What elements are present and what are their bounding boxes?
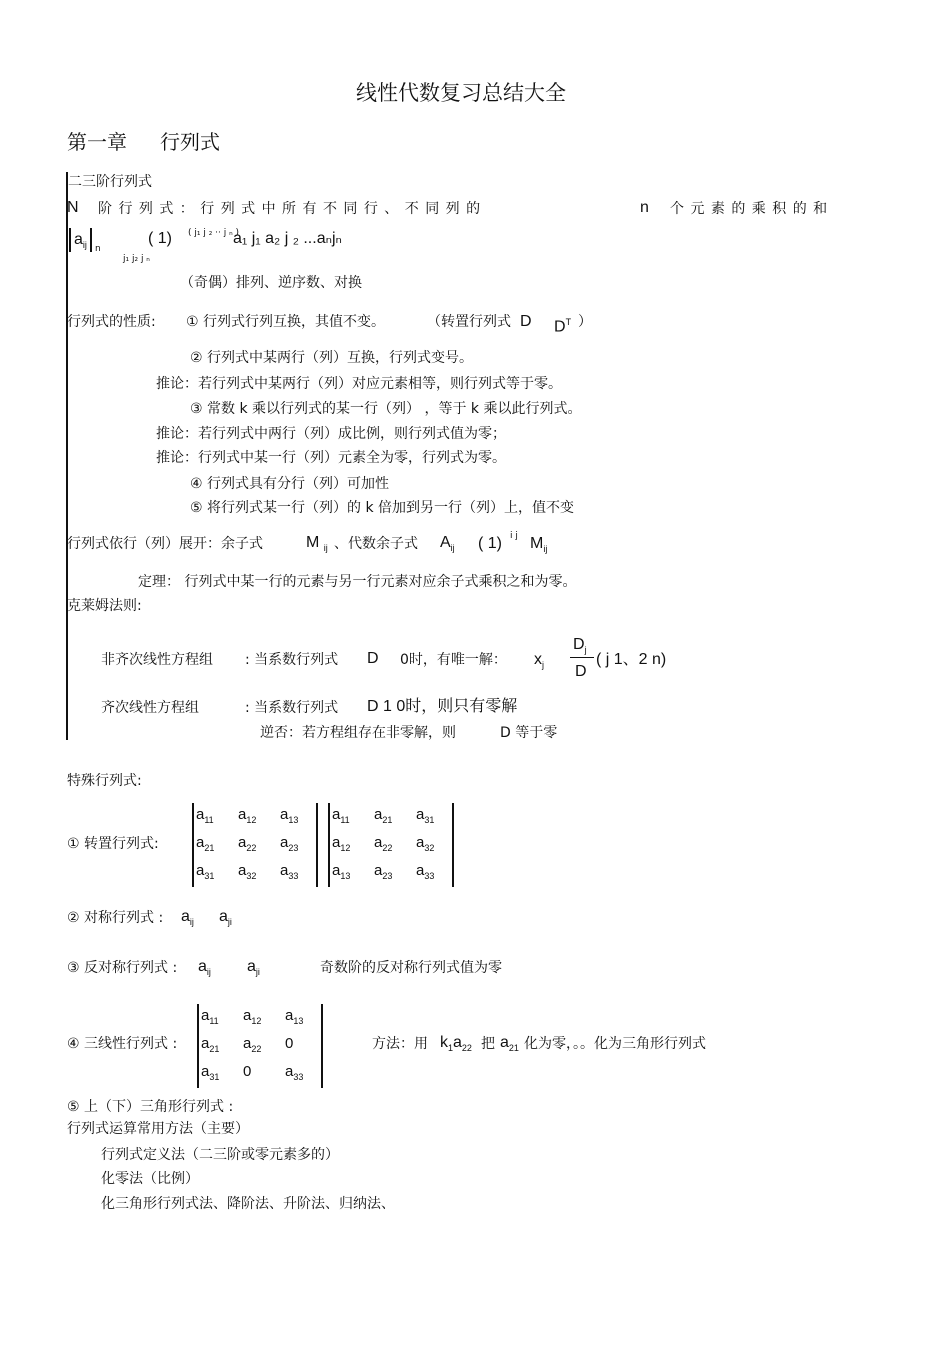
matrix-entry: $a_{13}$ (285, 1007, 304, 1026)
formula-n: n (95, 244, 101, 254)
hom-condition: : 当系数行列式 (245, 700, 339, 716)
trilinear-k: $k_1a_{22}$ (440, 1034, 472, 1054)
matrix-entry: $a_{31}$ (416, 806, 435, 825)
det-bar-right (321, 1004, 323, 1088)
formula-exponent: ( j₁ j ₂ ·· j ₙ ) (188, 228, 240, 238)
trilinear-a21: $a_{21}$ (500, 1034, 519, 1054)
matrix-entry: $a_{31}$ (201, 1063, 220, 1082)
cramer-heading: 克莱姆法则: (67, 598, 142, 614)
theorem: 定理： 行列式中某一行的元素与另一行元素对应余子式乘积之和为零。 (138, 574, 577, 590)
triangular-label: ⑤ 上（下）三角形行列式 : (67, 1099, 234, 1115)
trilinear-label: ④ 三线性行列式 : (67, 1036, 178, 1052)
inhom-zero: 0时，有唯一解： (400, 652, 507, 668)
prop-1-close: ） (578, 314, 592, 330)
matrix-entry: $a_{32}$ (238, 862, 257, 881)
inhom-condition: : 当系数行列式 (245, 652, 339, 668)
method-1: 行列式定义法（二三阶或零元素多的） (101, 1147, 339, 1163)
matrix-entry: $a_{23}$ (374, 862, 393, 881)
trilinear-tail: 化为零，。。化为三角形行列式 (524, 1036, 706, 1052)
contrapositive: 逆否：若方程组存在非零解，则 (260, 725, 456, 741)
methods-heading: 行列式运算常用方法（主要） (67, 1121, 249, 1137)
formula-sign: ( 1) (148, 230, 172, 247)
antisymmetric-aij: $a_{ij}$ (198, 958, 211, 978)
fraction-line (570, 657, 594, 658)
cofactor-sign: ( 1) (478, 535, 502, 552)
inversion-note: （奇偶）排列、逆序数、对换 (180, 275, 362, 291)
det-bar-left (197, 1004, 199, 1088)
prop-2: ② 行列式中某两行（列）互换，行列式变号。 (190, 350, 473, 366)
prop-1-D: D (520, 313, 532, 330)
trilinear-method: 方法：用 (372, 1036, 428, 1052)
matrix-entry: $a_{13}$ (332, 862, 351, 881)
cofactor-exp: i j (510, 531, 518, 541)
minor-M: M $_{ij}$ (306, 534, 328, 554)
matrix-entry: $a_{11}$ (201, 1007, 219, 1026)
matrix-entry: $a_{33}$ (416, 862, 435, 881)
matrix-entry: $a_{32}$ (416, 834, 435, 853)
formula-a: $a_{ij}$ (74, 231, 87, 251)
matrix-entry: $a_{33}$ (285, 1063, 304, 1082)
matrix-entry: $a_{21}$ (374, 806, 393, 825)
prop-4: ④ 行列式具有分行（列）可加性 (190, 476, 390, 492)
left-margin-rule (66, 172, 68, 740)
symmetric-aij: $a_{ij}$ (181, 908, 194, 928)
prop-1-DT: $D^T$ (554, 317, 572, 336)
prop-5: ⑤ 将行列式某一行（列）的 k 倍加到另一行（列）上，值不变 (190, 500, 575, 516)
det-bar-left (328, 803, 330, 887)
def-tail: 个 元 素 的 乘 积 的 和 (670, 201, 829, 217)
matrix-entry: $a_{21}$ (196, 834, 215, 853)
hom-label: 齐次线性方程组 (101, 700, 199, 716)
chapter-title: 行列式 (160, 130, 220, 154)
chapter-number: 第一章 (67, 130, 127, 154)
matrix-entry: $a_{12}$ (243, 1007, 262, 1026)
corollary-1: 推论：若行列式中某两行（列）对应元素相等，则行列式等于零。 (156, 376, 562, 392)
matrix-entry: $a_{33}$ (280, 862, 299, 881)
page-title: 线性代数复习总结大全 (356, 81, 566, 105)
symmetric-label: ② 对称行列式 : (67, 910, 164, 926)
formula-product: a₁ j₁ a₂ j ₂ ...aₙjₙ (233, 230, 342, 247)
special-heading: 特殊行列式: (67, 773, 142, 789)
antisymmetric-note: 奇数阶的反对称行列式值为零 (320, 960, 502, 976)
props-heading: 行列式的性质: (67, 314, 156, 330)
expansion-mid: 、代数余子式 (334, 536, 418, 552)
section-heading: 二三阶行列式 (68, 174, 152, 190)
formula-sum-index: j₁ j₂ j ₙ (123, 254, 150, 264)
matrix-entry: $a_{31}$ (196, 862, 215, 881)
trilinear-mid: 把 (481, 1036, 495, 1052)
hom-D: D 1 0时，则只有零解 (367, 698, 518, 715)
matrix-entry: $a_{22}$ (374, 834, 393, 853)
def-n: n (640, 199, 649, 216)
symmetric-aji: $a_{ji}$ (219, 908, 232, 928)
det-bar-left (192, 803, 194, 887)
cofactor-A: $A_{ij}$ (440, 534, 455, 554)
corollary-2: 推论：若行列式中两行（列）成比例，则行列式值为零； (156, 426, 506, 442)
inhom-D: D (367, 650, 379, 667)
antisymmetric-label: ③ 反对称行列式 : (67, 960, 178, 976)
matrix-entry: 0 (243, 1063, 252, 1080)
matrix-entry: $a_{21}$ (201, 1035, 220, 1054)
fraction-denominator: D (575, 663, 587, 680)
det-bar-right (90, 228, 92, 252)
solution-range: ( j 1、2 n) (596, 651, 667, 668)
fraction-numerator: $D_j$ (573, 636, 587, 656)
inhom-label: 非齐次线性方程组 (101, 652, 213, 668)
matrix-entry: $a_{13}$ (280, 806, 299, 825)
method-3: 化三角形行列式法、降阶法、升阶法、归纳法、 (101, 1196, 395, 1212)
det-bar-left (69, 228, 71, 252)
matrix-entry: $a_{11}$ (332, 806, 350, 825)
expansion-text: 行列式依行（列）展开：余子式 (67, 536, 263, 552)
def-lead: N (67, 199, 79, 216)
matrix-entry: $a_{11}$ (196, 806, 214, 825)
method-2: 化零法（比例） (101, 1171, 199, 1187)
matrix-entry: $a_{12}$ (332, 834, 351, 853)
def-text: 阶 行 列 式 ： 行 列 式 中 所 有 不 同 行 、 不 同 列 的 (98, 201, 482, 217)
matrix-entry: $a_{12}$ (238, 806, 257, 825)
det-bar-right (452, 803, 454, 887)
matrix-entry: $a_{22}$ (238, 834, 257, 853)
contrapositive-tail: D 等于零 (500, 725, 558, 741)
matrix-entry: 0 (285, 1035, 294, 1052)
prop-3: ③ 常数 k 乘以行列式的某一行（列） ，等于 k 乘以此行列式。 (190, 401, 582, 417)
solution-x: $x_j$ (534, 651, 544, 671)
antisymmetric-aji: $a_{ji}$ (247, 958, 260, 978)
transpose-label: ① 转置行列式: (67, 836, 159, 852)
det-bar-right (316, 803, 318, 887)
matrix-entry: $a_{23}$ (280, 834, 299, 853)
cofactor-M: $M_{ij}$ (530, 535, 548, 555)
corollary-3: 推论：行列式中某一行（列）元素全为零，行列式为零。 (156, 450, 506, 466)
matrix-entry: $a_{22}$ (243, 1035, 262, 1054)
prop-1-tail: （转置行列式 (427, 314, 511, 330)
prop-1: ① 行列式行列互换，其值不变。 (186, 314, 386, 330)
